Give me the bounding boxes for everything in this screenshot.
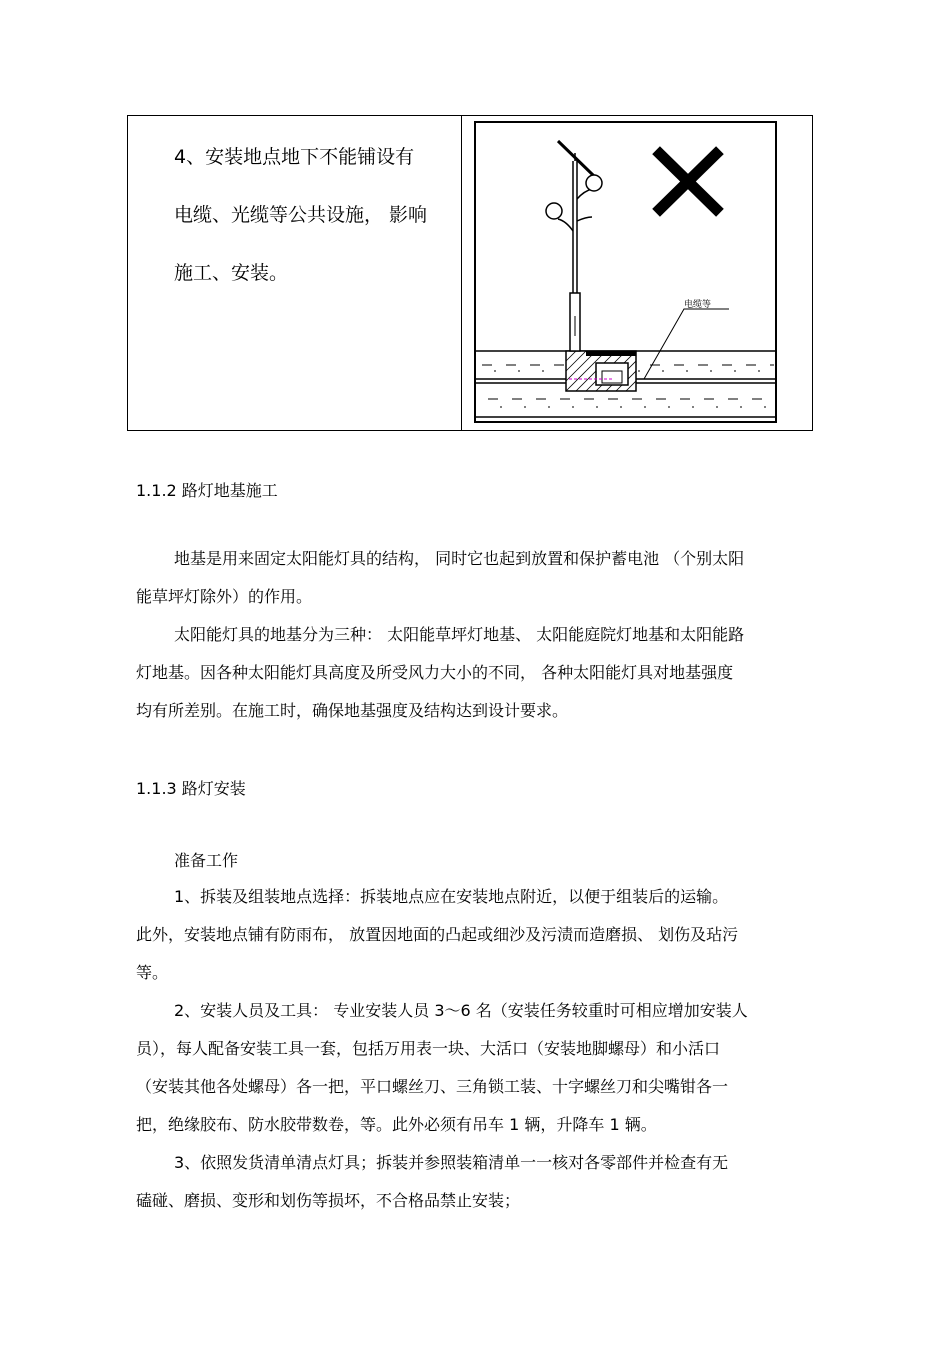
text-line: 3、依照发货清单清点灯具；拆装并参照装箱清单一一核对各零部件并检查有无 [174, 1153, 729, 1172]
table-text-line: 电缆、光缆等公共设施， 影响 [174, 204, 428, 226]
table-divider [461, 116, 462, 430]
subheading-preparation: 准备工作 [174, 851, 239, 870]
item-3-inspection [136, 1144, 836, 1220]
table-text-cell [174, 128, 454, 302]
diagram-label: 电缆等 [684, 300, 712, 310]
text-line: 磕碰、磨损、变形和划伤等损坏，不合格品禁止安装； [136, 1191, 521, 1210]
text-line: 2、安装人员及工具： 专业安装人员 3～6 名（安装任务较重时可相应增加安装人 [174, 1001, 748, 1020]
text-line: 此外，安装地点铺有防雨布， 放置因地面的凸起或细沙及污渍而造磨损、 划伤及玷污 [136, 925, 739, 944]
text-line: 灯地基。因各种太阳能灯具高度及所受风力大小的不同， 各种太阳能灯具对地基强度 [136, 663, 734, 682]
paragraph-foundation-types [136, 616, 836, 730]
text-line: 1、拆装及组装地点选择：拆装地点应在安装地点附近，以便于组装后的运输。 [174, 887, 729, 906]
text-line: 均有所差别。在施工时，确保地基强度及结构达到设计要求。 [136, 701, 569, 720]
info-table [127, 115, 813, 431]
text-line: 等。 [136, 963, 169, 982]
table-text-line: 4、安装地点地下不能铺设有 [174, 146, 415, 168]
text-line: 地基是用来固定太阳能灯具的结构， 同时它也起到放置和保护蓄电池 （个别太阳 [174, 549, 745, 568]
section-heading-112: 1.1.2 路灯地基施工 [136, 481, 278, 500]
text-line: （安装其他各处螺母）各一把，平口螺丝刀、三角锁工装、十字螺丝刀和尖嘴钳各一 [136, 1077, 729, 1096]
text-line: 员），每人配备安装工具一套，包括万用表一块、大活口（安装地脚螺母）和小活口 [136, 1039, 721, 1058]
text-line: 太阳能灯具的地基分为三种： 太阳能草坪灯地基、 太阳能庭院灯地基和太阳能路 [174, 625, 745, 644]
text-line: 能草坪灯除外）的作用。 [136, 587, 313, 606]
text-line: 把，绝缘胶布、防水胶带数卷，等。此外必须有吊车 1 辆，升降车 1 辆。 [136, 1115, 657, 1134]
item-2-personnel-tools [136, 992, 836, 1144]
paragraph-foundation-purpose [136, 540, 836, 616]
table-text-line: 施工、安装。 [174, 262, 289, 284]
item-1-location [136, 878, 836, 992]
streetlight-diagram [474, 121, 777, 423]
section-heading-113: 1.1.3 路灯安装 [136, 779, 246, 798]
